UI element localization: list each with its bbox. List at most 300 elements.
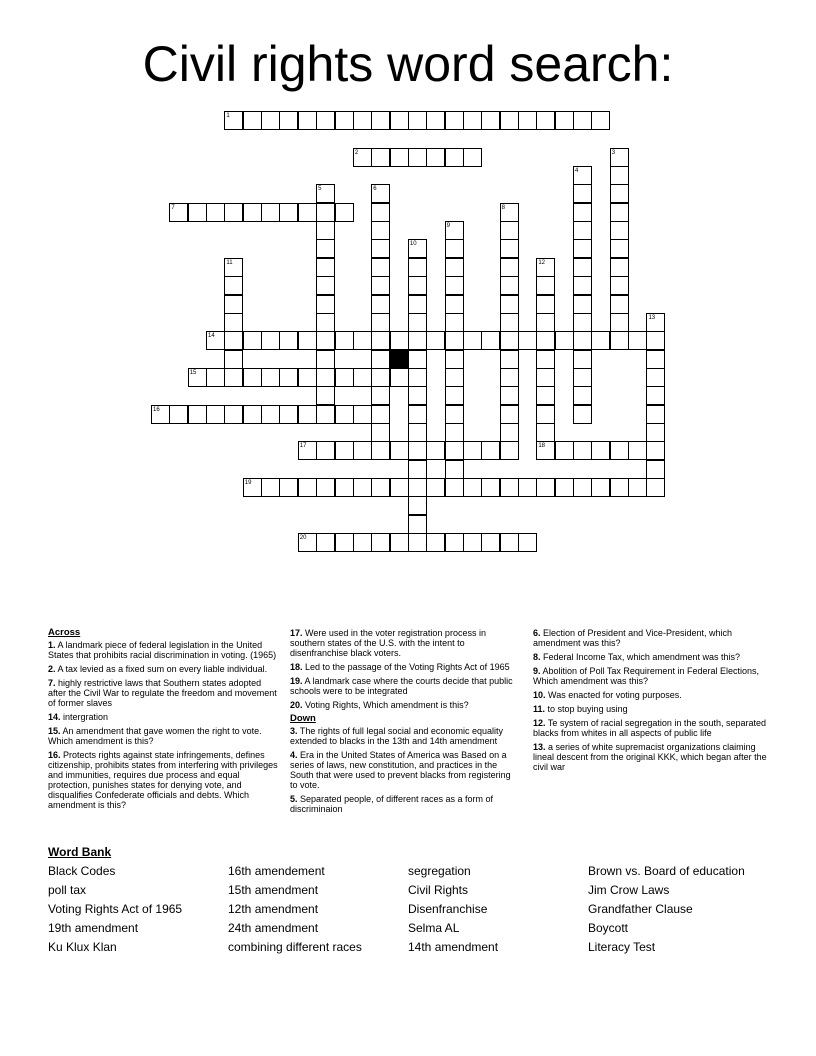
crossword-cell[interactable]: [408, 148, 427, 167]
clue-item: [48, 678, 280, 708]
crossword-cell[interactable]: [371, 221, 390, 240]
crossword-cell[interactable]: [573, 276, 592, 295]
crossword-cell[interactable]: [536, 331, 555, 350]
crossword-cell[interactable]: [335, 441, 354, 460]
crossword-cell[interactable]: [573, 350, 592, 369]
crossword-cell[interactable]: [408, 295, 427, 314]
word-bank-item: Grandfather Clause: [588, 902, 693, 916]
crossword-cell[interactable]: [463, 533, 482, 552]
crossword-cell[interactable]: [646, 478, 665, 497]
crossword-cell[interactable]: [610, 239, 629, 258]
crossword-cell[interactable]: [335, 111, 354, 130]
crossword-cell[interactable]: [481, 331, 500, 350]
crossword-cell[interactable]: [463, 111, 482, 130]
crossword-cell[interactable]: [445, 313, 464, 332]
word-bank-item: Brown vs. Board of education: [588, 864, 745, 878]
crossword-cell[interactable]: [371, 313, 390, 332]
crossword-cell[interactable]: [573, 258, 592, 277]
crossword-cell[interactable]: [500, 313, 519, 332]
crossword-cell[interactable]: [445, 276, 464, 295]
crossword-cell[interactable]: [243, 368, 262, 387]
crossword-cell[interactable]: [610, 441, 629, 460]
crossword-cell[interactable]: [243, 331, 262, 350]
crossword-cell[interactable]: [224, 295, 243, 314]
crossword-cell[interactable]: [463, 478, 482, 497]
clue-item: [290, 628, 518, 658]
crossword-cell[interactable]: [224, 350, 243, 369]
crossword-cell[interactable]: [573, 111, 592, 130]
word-bank-item: Voting Rights Act of 1965: [48, 902, 183, 916]
clue-number: 4: [575, 168, 579, 175]
clue-item: [290, 700, 518, 710]
crossword-cell[interactable]: [573, 221, 592, 240]
crossword-cell[interactable]: [316, 368, 335, 387]
clue-number: 12: [538, 259, 546, 266]
crossword-cell[interactable]: [408, 533, 427, 552]
clue-label: 9.: [533, 666, 541, 676]
word-bank-item: poll tax: [48, 883, 87, 897]
crossword-cell[interactable]: [316, 478, 335, 497]
crossword-cell[interactable]: [610, 478, 629, 497]
crossword-cell[interactable]: [573, 441, 592, 460]
crossword-cell[interactable]: [316, 350, 335, 369]
crossword-cell[interactable]: [371, 331, 390, 350]
crossword-cell[interactable]: [591, 478, 610, 497]
word-bank-item: Jim Crow Laws: [588, 883, 670, 897]
crossword-cell[interactable]: [316, 111, 335, 130]
clue-number: 13: [648, 314, 656, 321]
clue-text: Protects rights against state infringements, defines citizenship, prohibits states from interfering with privileges and immunities, requires due process and equal protection, punishes states for denying vote, and disqualifies Confederate officials and debts. Which amendment is this?: [48, 750, 278, 810]
crossword-cell[interactable]: [628, 441, 647, 460]
clue-number: 3: [611, 149, 616, 156]
crossword-cell[interactable]: [224, 276, 243, 295]
crossword-cell[interactable]: [188, 405, 207, 424]
crossword-cell[interactable]: [371, 368, 390, 387]
crossword-cell[interactable]: [206, 368, 225, 387]
crossword-cell[interactable]: [628, 478, 647, 497]
crossword-cell[interactable]: [371, 405, 390, 424]
crossword-cell[interactable]: [371, 148, 390, 167]
crossword-cell[interactable]: [408, 515, 427, 534]
crossword-cell[interactable]: [500, 441, 519, 460]
crossword-cell[interactable]: [261, 331, 280, 350]
crossword-cell[interactable]: [646, 423, 665, 442]
crossword-cell[interactable]: [316, 258, 335, 277]
clues-column-3: [533, 628, 773, 776]
crossword-cell[interactable]: [536, 405, 555, 424]
clue-text: highly restrictive laws that Southern states adopted after the Civil War to regulate the freedom and movement of former slaves: [48, 678, 277, 708]
crossword-cell[interactable]: [591, 331, 610, 350]
crossword-cell[interactable]: [573, 405, 592, 424]
crossword-cell[interactable]: [408, 478, 427, 497]
crossword-cell[interactable]: [536, 295, 555, 314]
crossword-cell[interactable]: [371, 441, 390, 460]
crossword-cell[interactable]: [335, 405, 354, 424]
clue-label: 19.: [290, 676, 303, 686]
crossword-cell[interactable]: [445, 441, 464, 460]
crossword-cell[interactable]: [481, 111, 500, 130]
crossword-cell[interactable]: [463, 441, 482, 460]
crossword-cell[interactable]: [261, 368, 280, 387]
clue-item: [48, 712, 280, 722]
crossword-cell[interactable]: [481, 441, 500, 460]
crossword-cell[interactable]: [445, 258, 464, 277]
crossword-cell[interactable]: [536, 423, 555, 442]
clue-item: [533, 690, 773, 700]
clue-item: [48, 664, 280, 674]
clue-number: 11: [226, 259, 233, 266]
crossword-cell[interactable]: [426, 478, 445, 497]
word-bank-item: combining different races: [228, 940, 362, 954]
crossword-cell[interactable]: [408, 405, 427, 424]
crossword-cell[interactable]: [500, 405, 519, 424]
crossword-cell[interactable]: [610, 276, 629, 295]
crossword-cell[interactable]: [335, 368, 354, 387]
crossword-cell[interactable]: [243, 405, 262, 424]
crossword-cell[interactable]: [371, 386, 390, 405]
crossword-cell[interactable]: [298, 203, 317, 222]
clue-number: 5: [318, 186, 322, 193]
clue-number: 2: [354, 149, 359, 156]
crossword-cell[interactable]: [335, 533, 354, 552]
crossword-cell[interactable]: [243, 111, 262, 130]
crossword-cell[interactable]: [500, 423, 519, 442]
crossword-black-cell: [390, 350, 409, 369]
word-bank-column: [408, 862, 498, 957]
crossword-cell[interactable]: [573, 184, 592, 203]
clue-text: Election of President and Vice-President, which amendment was this?: [533, 628, 732, 648]
crossword-cell[interactable]: [279, 203, 298, 222]
crossword-cell[interactable]: [646, 350, 665, 369]
crossword-cell[interactable]: [408, 423, 427, 442]
crossword-cell[interactable]: [500, 111, 519, 130]
crossword-cell[interactable]: [445, 386, 464, 405]
word-bank-item: 15th amendment: [228, 883, 319, 897]
crossword-cell[interactable]: [536, 350, 555, 369]
crossword-cell[interactable]: [646, 405, 665, 424]
crossword-cell[interactable]: [371, 350, 390, 369]
crossword-cell[interactable]: [371, 258, 390, 277]
crossword-cell[interactable]: [610, 295, 629, 314]
crossword-cell[interactable]: [206, 405, 225, 424]
crossword-cell[interactable]: [500, 276, 519, 295]
crossword-cell[interactable]: [536, 478, 555, 497]
clue-text: A tax levied as a fixed sum on every liable individual.: [57, 664, 268, 674]
crossword-cell[interactable]: [500, 295, 519, 314]
crossword-cell[interactable]: [445, 111, 464, 130]
crossword-cell[interactable]: [445, 295, 464, 314]
crossword-cell[interactable]: [408, 111, 427, 130]
clue-label: 8.: [533, 652, 541, 662]
crossword-cell[interactable]: [316, 203, 335, 222]
crossword-cell[interactable]: [481, 478, 500, 497]
crossword-cell[interactable]: [206, 203, 225, 222]
clue-label: 10.: [533, 690, 546, 700]
crossword-cell[interactable]: [390, 478, 409, 497]
clue-label: 6.: [533, 628, 541, 638]
crossword-cell[interactable]: [500, 478, 519, 497]
crossword-cell[interactable]: [426, 331, 445, 350]
crossword-cell[interactable]: [408, 313, 427, 332]
word-bank-item: Ku Klux Klan: [48, 940, 117, 954]
crossword-cell[interactable]: [646, 441, 665, 460]
crossword-cell[interactable]: [261, 203, 280, 222]
crossword-cell[interactable]: [408, 258, 427, 277]
clue-item: [533, 704, 773, 714]
crossword-cell[interactable]: [591, 441, 610, 460]
crossword-cell[interactable]: [518, 478, 537, 497]
crossword-cell[interactable]: [371, 203, 390, 222]
crossword-cell[interactable]: [445, 368, 464, 387]
crossword-cell[interactable]: [463, 148, 482, 167]
crossword-cell[interactable]: [353, 331, 372, 350]
clue-number: 8: [501, 204, 505, 211]
crossword-cell[interactable]: [224, 203, 243, 222]
word-bank-column: [588, 862, 745, 957]
clue-number: 17: [299, 443, 307, 450]
word-bank-item: 14th amendment: [408, 940, 499, 954]
crossword-cell[interactable]: [481, 533, 500, 552]
crossword-cell[interactable]: [573, 386, 592, 405]
crossword-cell[interactable]: [279, 405, 298, 424]
clue-number: 6: [373, 186, 377, 193]
crossword-cell[interactable]: [371, 276, 390, 295]
crossword-cell[interactable]: [500, 386, 519, 405]
crossword-cell[interactable]: [610, 331, 629, 350]
crossword-cell[interactable]: [500, 533, 519, 552]
clue-text: Voting Rights, Which amendment is this?: [305, 700, 469, 710]
word-bank-column: [228, 862, 362, 957]
crossword-cell[interactable]: [536, 276, 555, 295]
crossword-cell[interactable]: [610, 184, 629, 203]
crossword-cell[interactable]: [591, 111, 610, 130]
across-heading: Across: [48, 627, 81, 638]
crossword-cell[interactable]: [371, 423, 390, 442]
crossword-cell[interactable]: [426, 533, 445, 552]
crossword-cell[interactable]: [500, 331, 519, 350]
crossword-cell[interactable]: [335, 203, 354, 222]
crossword-cell[interactable]: [224, 368, 243, 387]
crossword-cell[interactable]: [390, 331, 409, 350]
crossword-cell[interactable]: [445, 148, 464, 167]
crossword-cell[interactable]: [518, 331, 537, 350]
clue-label: 12.: [533, 718, 546, 728]
crossword-cell[interactable]: [408, 350, 427, 369]
clue-number: 16: [153, 406, 160, 413]
clues-column-1: [48, 628, 280, 814]
crossword-cell[interactable]: [445, 423, 464, 442]
clue-text: A landmark piece of federal legislation in the United States that prohibits racial discrimination in voting. (1965): [48, 640, 277, 660]
crossword-cell[interactable]: [555, 111, 574, 130]
clue-text: Abolition of Poll Tax Requirement in Federal Elections, Which amendment was this?: [533, 666, 759, 686]
word-bank-item: 16th amendement: [228, 864, 325, 878]
crossword-cell[interactable]: [316, 533, 335, 552]
word-bank-item: Literacy Test: [588, 940, 656, 954]
crossword-cell[interactable]: [500, 221, 519, 240]
crossword-cell[interactable]: [500, 258, 519, 277]
crossword-cell[interactable]: [445, 331, 464, 350]
crossword-cell[interactable]: [298, 478, 317, 497]
clue-text: to stop buying using: [547, 704, 628, 714]
crossword-cell[interactable]: [445, 239, 464, 258]
crossword-cell[interactable]: [316, 221, 335, 240]
crossword-cell[interactable]: [445, 350, 464, 369]
crossword-cell[interactable]: [610, 258, 629, 277]
crossword-cell[interactable]: [555, 441, 574, 460]
crossword-cell[interactable]: [610, 203, 629, 222]
crossword-cell[interactable]: [536, 111, 555, 130]
crossword-cell[interactable]: [445, 405, 464, 424]
crossword-cell[interactable]: [279, 368, 298, 387]
crossword-cell[interactable]: [353, 405, 372, 424]
clue-item: [290, 750, 518, 790]
crossword-cell[interactable]: [573, 203, 592, 222]
clue-number: 1: [226, 113, 230, 119]
crossword-cell[interactable]: [518, 111, 537, 130]
word-bank-item: segregation: [408, 864, 471, 878]
crossword-cell[interactable]: [573, 368, 592, 387]
clue-item: [290, 794, 518, 814]
clue-item: [290, 662, 518, 672]
crossword-cell[interactable]: [573, 478, 592, 497]
crossword-cell[interactable]: [261, 405, 280, 424]
crossword-cell[interactable]: [243, 203, 262, 222]
clue-label: 13.: [533, 742, 546, 752]
crossword-cell[interactable]: [335, 478, 354, 497]
crossword-cell[interactable]: [169, 405, 188, 424]
crossword-cell[interactable]: [426, 111, 445, 130]
crossword-cell[interactable]: [261, 111, 280, 130]
crossword-cell[interactable]: [610, 166, 629, 185]
clue-label: 5.: [290, 794, 298, 804]
crossword-cell[interactable]: [426, 441, 445, 460]
crossword-cell[interactable]: [408, 368, 427, 387]
clue-item: [290, 726, 518, 746]
clue-item: [533, 742, 773, 772]
crossword-cell[interactable]: [408, 331, 427, 350]
crossword-cell[interactable]: [390, 368, 409, 387]
crossword-cell[interactable]: [408, 276, 427, 295]
crossword-cell[interactable]: [390, 111, 409, 130]
crossword-cell[interactable]: [500, 350, 519, 369]
down-heading: Down: [290, 713, 316, 724]
crossword-cell[interactable]: [371, 111, 390, 130]
word-bank-item: 12th amendment: [228, 902, 319, 916]
crossword-cell[interactable]: [371, 295, 390, 314]
crossword-cell[interactable]: [628, 331, 647, 350]
crossword-cell[interactable]: [573, 295, 592, 314]
crossword-cell[interactable]: [555, 331, 574, 350]
crossword-cell[interactable]: [646, 460, 665, 479]
word-bank-title: Word Bank: [48, 845, 112, 859]
crossword-cell[interactable]: [316, 441, 335, 460]
crossword-cell[interactable]: [316, 239, 335, 258]
word-bank-item: 19th amendment: [48, 921, 139, 935]
crossword-cell[interactable]: [500, 368, 519, 387]
crossword-cell[interactable]: [353, 533, 372, 552]
crossword-cell[interactable]: [536, 386, 555, 405]
crossword-cell[interactable]: [353, 478, 372, 497]
crossword-cell[interactable]: [316, 313, 335, 332]
crossword-cell[interactable]: [279, 111, 298, 130]
clue-text: The rights of full legal social and economic equality extended to blacks in the 13th and 14th amendment: [290, 726, 503, 746]
crossword-cell[interactable]: [445, 460, 464, 479]
crossword-cell[interactable]: [646, 368, 665, 387]
crossword-cell[interactable]: [610, 221, 629, 240]
crossword-cell[interactable]: [518, 533, 537, 552]
clue-text: Te system of racial segregation in the south, separated blacks from whites in all aspects of public life: [533, 718, 766, 738]
crossword-cell[interactable]: [316, 276, 335, 295]
crossword-cell[interactable]: [573, 239, 592, 258]
crossword-cell[interactable]: [408, 496, 427, 515]
crossword-cell[interactable]: [463, 331, 482, 350]
crossword-cell[interactable]: [335, 331, 354, 350]
crossword-cell[interactable]: [353, 441, 372, 460]
crossword-cell[interactable]: [646, 331, 665, 350]
crossword-cell[interactable]: [555, 478, 574, 497]
crossword-cell[interactable]: [408, 386, 427, 405]
clue-number: 7: [171, 204, 175, 211]
clue-item: [290, 676, 518, 696]
crossword-cell[interactable]: [390, 533, 409, 552]
crossword-cell[interactable]: [279, 331, 298, 350]
crossword-cell[interactable]: [536, 313, 555, 332]
crossword-cell[interactable]: [445, 533, 464, 552]
clue-number: 18: [538, 443, 546, 450]
crossword-cell[interactable]: [426, 148, 445, 167]
crossword-cell[interactable]: [573, 331, 592, 350]
crossword-cell[interactable]: [371, 478, 390, 497]
clue-text: Was enacted for voting purposes.: [548, 690, 682, 700]
crossword-cell[interactable]: [224, 331, 243, 350]
clue-text: An amendment that gave women the right to vote. Which amendment is this?: [48, 726, 262, 746]
crossword-cell[interactable]: [390, 148, 409, 167]
crossword-cell[interactable]: [408, 460, 427, 479]
crossword-cell[interactable]: [353, 111, 372, 130]
clue-text: intergration: [63, 712, 109, 722]
crossword-cell[interactable]: [224, 405, 243, 424]
crossword-cell[interactable]: [536, 368, 555, 387]
crossword-cell[interactable]: [188, 203, 207, 222]
crossword-cell[interactable]: [500, 239, 519, 258]
crossword-cell[interactable]: [316, 331, 335, 350]
crossword-cell[interactable]: [316, 295, 335, 314]
crossword-cell[interactable]: [298, 111, 317, 130]
crossword-cell[interactable]: [298, 368, 317, 387]
crossword-cell[interactable]: [573, 313, 592, 332]
clue-label: 11.: [533, 704, 546, 714]
crossword-cell[interactable]: [408, 441, 427, 460]
crossword-cell[interactable]: [371, 239, 390, 258]
clue-label: 18.: [290, 662, 303, 672]
crossword-cell[interactable]: [298, 331, 317, 350]
crossword-cell[interactable]: [610, 313, 629, 332]
crossword-cell[interactable]: [224, 313, 243, 332]
crossword-cell[interactable]: [445, 478, 464, 497]
clue-text: A landmark case where the courts decide that public schools were to be integrated: [290, 676, 513, 696]
clue-item: [48, 726, 280, 746]
crossword-cell[interactable]: [279, 478, 298, 497]
crossword-cell[interactable]: [316, 386, 335, 405]
crossword-cell[interactable]: [646, 386, 665, 405]
crossword-cell[interactable]: [390, 441, 409, 460]
crossword-cell[interactable]: [371, 533, 390, 552]
word-bank-item: 24th amendment: [228, 921, 319, 935]
crossword-cell[interactable]: [261, 478, 280, 497]
crossword-cell[interactable]: [298, 405, 317, 424]
crossword-cell[interactable]: [316, 405, 335, 424]
crossword-cell[interactable]: [353, 368, 372, 387]
